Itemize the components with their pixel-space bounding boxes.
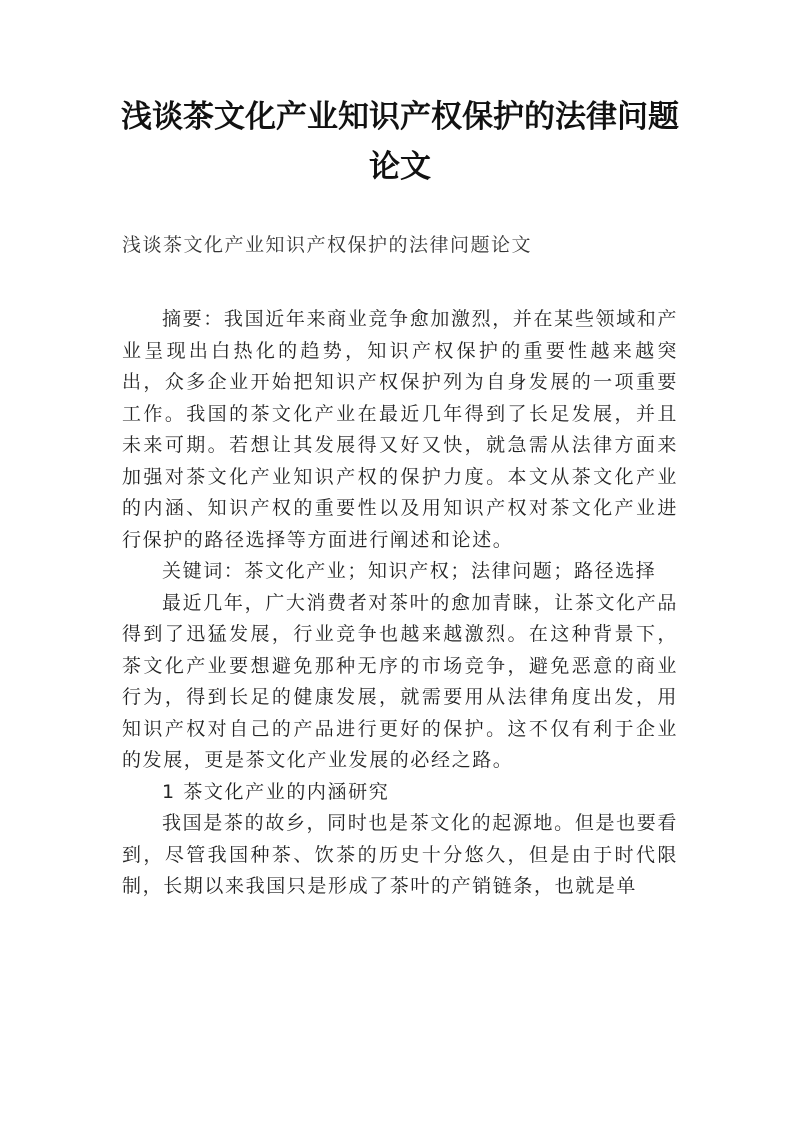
intro-paragraph: 最近几年，广大消费者对茶叶的愈加青睐，让茶文化产品得到了迅猛发展，行业竞争也越来越激烈。在这种背景下，茶文化产业要想避免那种无序的市场竞争，避免恶意的商业行为，得到长足的健康发展，就需要用从法律角度出发，用知识产权对自己的产品进行更好的保护。这不仅有利于企业的发展，更是茶文化产业发展的必经之路。: [122, 591, 678, 771]
section-paragraph: 我国是茶的故乡，同时也是茶文化的起源地。但是也要看到，尽管我国种茶、饮茶的历史十分悠久，但是由于时代限制，长期以来我国只是形成了茶叶的产销链条，也就是单: [122, 812, 678, 897]
keywords-paragraph: 关键词：茶文化产业；知识产权；法律问题；路径选择: [162, 560, 657, 582]
abstract-paragraph: 摘要：我国近年来商业竞争愈加激烈，并在某些领域和产业呈现出白热化的趋势，知识产权保护的重要性越来越突出，众多企业开始把知识产权保护列为自身发展的一项重要工作。我国的茶文化产业在最近几年得到了长足发展，并且未来可期。若想让其发展得又好又快，就急需从法律方面来加强对茶文化产业知识产权的保护力度。本文从茶文化产业的内涵、知识产权的重要性以及用知识产权对茶文化产业进行保护的路径选择等方面进行阐述和论述。: [122, 308, 678, 551]
document-body: [122, 304, 678, 903]
document-subtitle: 浅谈茶文化产业知识产权保护的法律问题论文: [122, 234, 533, 256]
section-heading: 1 茶文化产业的内涵研究: [162, 780, 390, 803]
document-title: 浅谈茶文化产业知识产权保护的法律问题论文: [121, 99, 679, 185]
